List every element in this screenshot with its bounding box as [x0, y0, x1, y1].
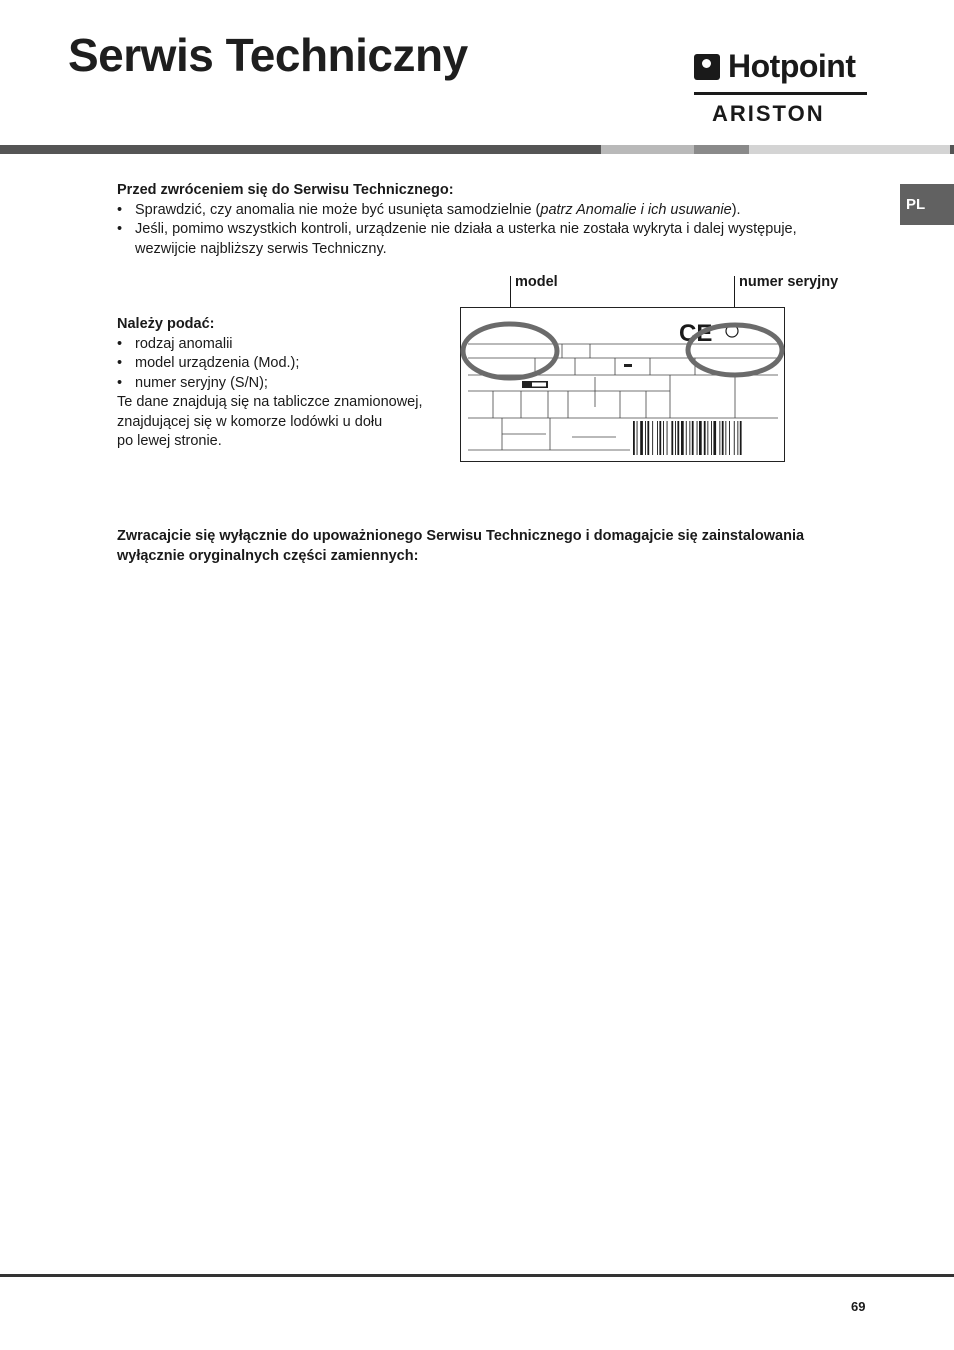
barcode-bar [697, 421, 698, 455]
barcode-bar [686, 421, 687, 455]
bullet-text: Sprawdzić, czy anomalia nie może być usunięta samodzielnie ( [135, 201, 541, 218]
barcode-bar [637, 421, 638, 455]
barcode-bar [689, 421, 690, 455]
bullet-icon: • [117, 201, 123, 218]
logo-divider [694, 92, 867, 95]
notice-line: wyłącznie oryginalnych części zamiennych: [117, 547, 419, 564]
barcode-bar [677, 421, 679, 455]
barcode-bar [704, 421, 706, 455]
barcode-bar [737, 421, 738, 455]
list-item [117, 220, 877, 259]
bullet-text: rodzaj anomalii [135, 335, 233, 352]
notice-line: Zwracajcie się wyłącznie do upoważnionego Serwisu Technicznego i domagajcie się zainstalowania [117, 528, 805, 544]
plug-icon [624, 364, 632, 367]
barcode-bar [659, 421, 661, 455]
bullet-text-continued: wezwijcie najbliższy serwis Techniczny. [135, 240, 387, 257]
barcode-bar [707, 421, 708, 455]
barcode-bar [722, 421, 724, 455]
note-line: znajdującej się w komorze lodówki u dołu [117, 413, 383, 430]
barcode-bar [734, 421, 735, 455]
bullet-icon: • [117, 355, 123, 371]
barcode-bar [692, 421, 694, 455]
bullet-text: Jeśli, pomimo wszystkich kontroli, urządzenie nie działa a usterka nie została wykryta i dalej występuje, [135, 221, 797, 237]
list-item [117, 374, 452, 394]
barcode-bar [671, 421, 673, 455]
barcode-bar [633, 421, 635, 455]
barcode-bar [663, 421, 664, 455]
barcode-bar [645, 421, 646, 455]
brand-logo [694, 50, 869, 126]
header-bar-mid [694, 145, 749, 154]
barcode-bar [699, 421, 702, 455]
list-item [117, 201, 877, 221]
cross-reference-text: patrz Anomalie i ich usuwanie [540, 201, 732, 218]
barcode-bar [652, 421, 653, 455]
rating-plate-diagram [460, 307, 785, 462]
section-authorized-service [117, 527, 897, 566]
barcode-bar [657, 421, 658, 455]
header-bar-light [601, 145, 694, 154]
note-line: po lewej stronie. [117, 433, 222, 449]
bullet-text: model urządzenia (Mod.); [135, 355, 300, 371]
page-number: 69 [851, 1299, 866, 1314]
list-item [117, 354, 452, 374]
header-bar-light-2 [749, 145, 950, 154]
serial-number-label: numer seryjny [739, 274, 839, 290]
footer-rule [0, 1274, 954, 1277]
barcode-bar [713, 421, 716, 455]
header-bar-end [950, 145, 954, 154]
logo-mark-icon [694, 54, 720, 80]
logo-brand-text: Hotpoint [728, 48, 856, 84]
section-before-service [117, 181, 877, 259]
barcode-bar [729, 421, 730, 455]
logo-sub-text: ARISTON [712, 101, 825, 126]
bullet-icon: • [117, 335, 123, 352]
barcode-bar [719, 421, 720, 455]
bullet-text: numer seryjny (S/N); [135, 374, 268, 391]
section-required-info [117, 315, 452, 452]
language-tab [900, 184, 954, 225]
barcode-bar [725, 421, 726, 455]
bullet-text-end: ). [731, 201, 741, 218]
list-item [117, 335, 452, 355]
barcode-bar [681, 421, 684, 455]
barcode-bar [675, 421, 676, 455]
model-label: model [515, 274, 558, 290]
section-heading: Przed zwróceniem się do Serwisu Technicznego: [117, 182, 454, 198]
barcode-bar [667, 421, 668, 455]
ce-mark-icon: CE [679, 320, 713, 347]
note-line: Te dane znajdują się na tabliczce znamionowej, [117, 394, 423, 410]
bullet-icon: • [117, 221, 123, 237]
barcode-bar [640, 421, 643, 455]
barcode-bar [740, 421, 742, 455]
page-title: Serwis Techniczny [68, 29, 468, 81]
barcode-bar [711, 421, 712, 455]
header-bar-dark [0, 145, 601, 154]
section-heading: Należy podać: [117, 316, 215, 332]
barcode-bar [647, 421, 649, 455]
language-tab-label: PL [906, 196, 926, 213]
bullet-icon: • [117, 374, 123, 391]
